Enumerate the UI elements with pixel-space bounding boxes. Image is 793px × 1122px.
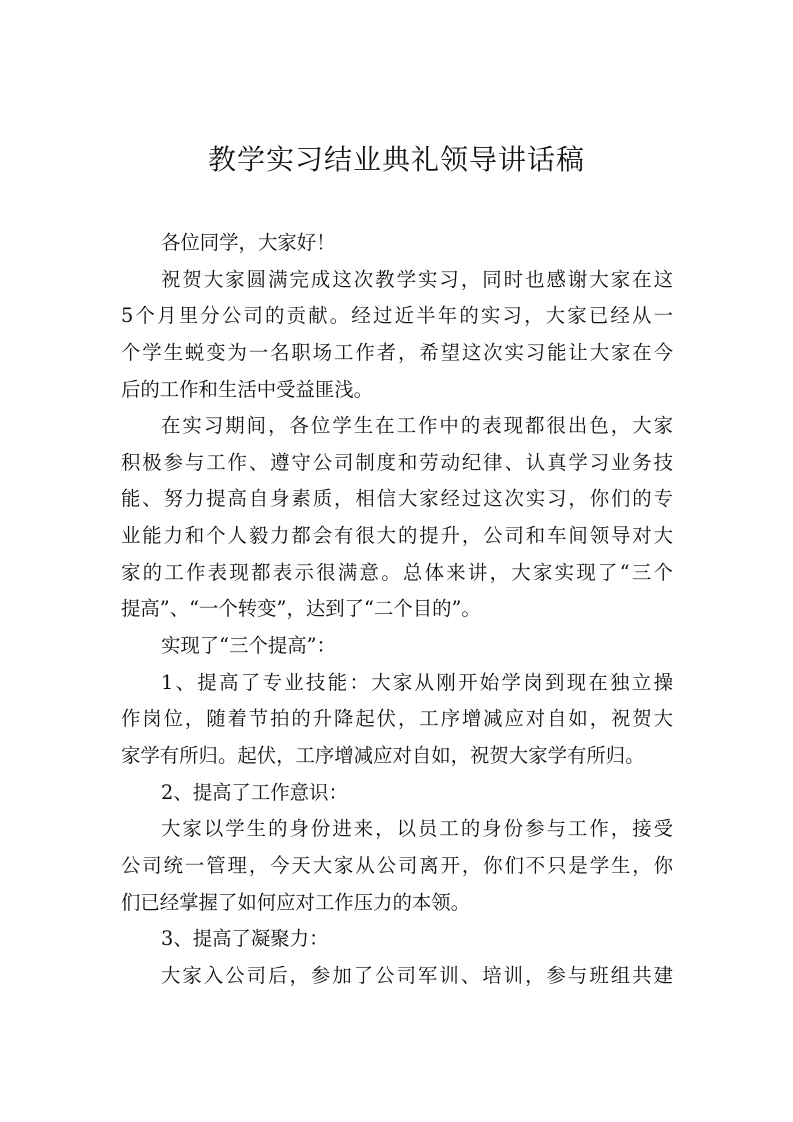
text-line: 1、提高了专业技能：大家从刚开始学岗到现在独立操 xyxy=(161,670,673,694)
text-line: 家的工作表现都表示很满意。总体来讲，大家实现了“三个 xyxy=(121,560,673,584)
text-line: 提高”、“一个转变”，达到了“二个目的”。 xyxy=(121,597,481,621)
text-line: 祝贺大家圆满完成这次教学实习，同时也感谢大家在这 xyxy=(161,267,673,291)
text-line: 3、提高了凝聚力： xyxy=(161,927,329,951)
paragraph xyxy=(121,811,673,921)
text-line: 实现了“三个提高”： xyxy=(161,634,336,658)
text-line: 公司统一管理，今天大家从公司离开，你们不只是学生，你 xyxy=(121,853,673,877)
text-line: 在实习期间，各位学生在工作中的表现都很出色，大家 xyxy=(161,414,673,438)
text-line: 大家入公司后，参加了公司军训、培训，参与班组共建 xyxy=(161,963,673,987)
text-line: 们已经掌握了如何应对工作压力的本领。 xyxy=(121,890,471,914)
text-line: 家学有所归。起伏，工序增减应对自如，祝贺大家学有所归。 xyxy=(121,743,645,767)
text-line: 大家以学生的身份进来，以员工的身份参与工作，接受 xyxy=(161,817,673,841)
document-body xyxy=(121,225,673,994)
text-line: 各位同学，大家好！ xyxy=(161,231,336,254)
text-line: 作岗位，随着节拍的升降起伏，工序增减应对自如，祝贺大 xyxy=(121,707,673,731)
text-line: 业能力和个人毅力都会有很大的提升，公司和车间领导对大 xyxy=(121,524,673,548)
text-line: 5个月里分公司的贡献。经过近半年的实习，大家已经从一 xyxy=(121,304,673,328)
text-line: 积极参与工作、遵守公司制度和劳动纪律、认真学习业务技 xyxy=(121,450,673,474)
paragraph xyxy=(121,921,673,958)
paragraph xyxy=(121,958,673,995)
document-title: 教学实习结业典礼领导讲话稿 xyxy=(207,143,585,176)
paragraph xyxy=(121,408,673,628)
paragraph xyxy=(121,665,673,775)
paragraph xyxy=(121,225,673,262)
paragraph xyxy=(121,262,673,409)
text-line: 2、提高了工作意识： xyxy=(161,780,348,804)
paragraph xyxy=(121,775,673,812)
text-line: 后的工作和生活中受益匪浅。 xyxy=(121,377,374,401)
paragraph xyxy=(121,628,673,665)
text-line: 个学生蜕变为一名职场工作者，希望这次实习能让大家在今 xyxy=(121,340,673,364)
text-line: 能、努力提高自身素质，相信大家经过这次实习，你们的专 xyxy=(121,487,673,511)
